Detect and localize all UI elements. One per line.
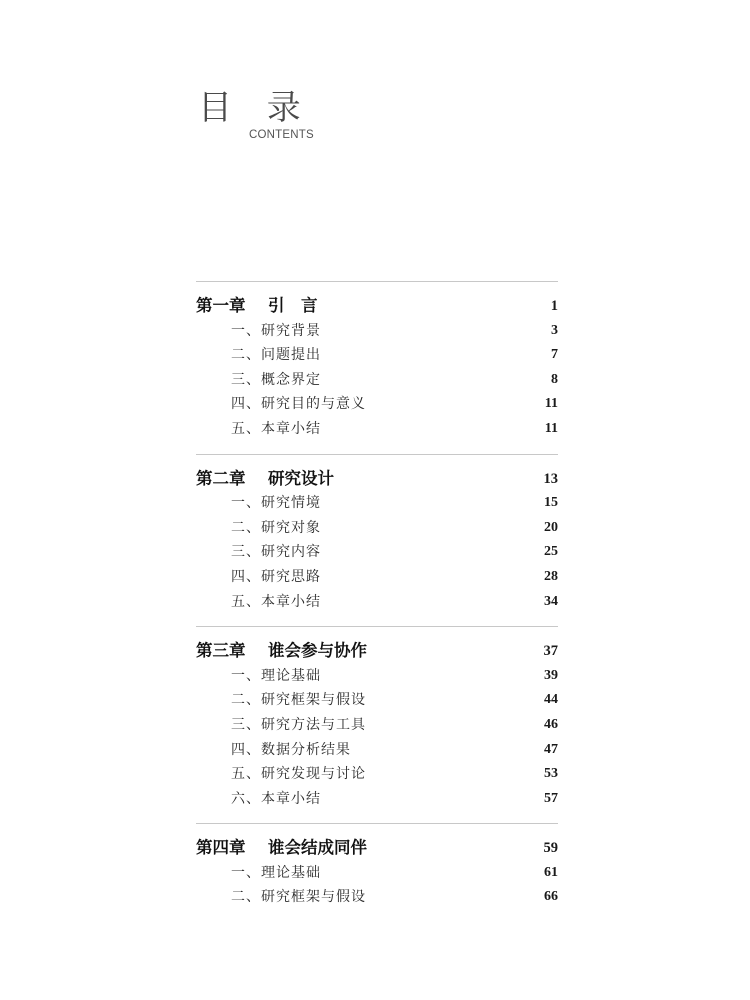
section-page-number: 7 bbox=[551, 347, 558, 363]
chapter-title: 谁会参与协作 bbox=[268, 641, 367, 661]
section-page-number: 28 bbox=[544, 568, 558, 584]
section-title: 五、研究发现与讨论 bbox=[231, 766, 366, 783]
contents-header bbox=[198, 86, 314, 141]
section-page-number: 39 bbox=[544, 667, 558, 683]
chapter-entry[interactable] bbox=[196, 639, 558, 664]
section-title: 二、研究框架与假设 bbox=[231, 889, 366, 906]
section-entry[interactable] bbox=[196, 787, 558, 812]
section-title: 四、研究目的与意义 bbox=[231, 396, 366, 413]
chapter-heading bbox=[196, 836, 367, 861]
section-page-number: 47 bbox=[544, 741, 558, 757]
chapter-page-number: 37 bbox=[543, 643, 558, 660]
section-entry[interactable] bbox=[196, 368, 558, 393]
section-title: 一、理论基础 bbox=[231, 864, 321, 881]
chapter-heading bbox=[196, 294, 318, 319]
section-entry[interactable] bbox=[196, 762, 558, 787]
section-page-number: 11 bbox=[544, 396, 558, 412]
chapter-title: 谁会结成同伴 bbox=[268, 838, 367, 858]
section-title: 三、研究内容 bbox=[231, 544, 321, 561]
section-page-number: 53 bbox=[544, 766, 558, 782]
section-entry[interactable] bbox=[196, 713, 558, 738]
section-page-number: 57 bbox=[544, 790, 558, 806]
section-title: 二、研究对象 bbox=[231, 519, 321, 536]
section-title: 一、研究背景 bbox=[231, 322, 321, 339]
section-title: 四、数据分析结果 bbox=[231, 741, 351, 758]
section-page-number: 61 bbox=[544, 864, 558, 880]
section-entry[interactable] bbox=[196, 491, 558, 516]
section-title: 三、概念界定 bbox=[231, 371, 321, 388]
section-title: 四、研究思路 bbox=[231, 568, 321, 585]
chapter-page-number: 59 bbox=[543, 840, 558, 857]
section-title: 二、问题提出 bbox=[231, 347, 321, 364]
chapter-number: 第一章 bbox=[196, 296, 246, 315]
section-entry[interactable] bbox=[196, 417, 558, 442]
section-page-number: 66 bbox=[544, 889, 558, 905]
section-entry[interactable] bbox=[196, 885, 558, 910]
section-page-number: 15 bbox=[544, 495, 558, 511]
page-subtitle: CONTENTS bbox=[249, 129, 314, 141]
section-entry[interactable] bbox=[196, 590, 558, 615]
section-page-number: 46 bbox=[544, 716, 558, 732]
table-of-contents bbox=[196, 281, 558, 922]
section-entry[interactable] bbox=[196, 516, 558, 541]
chapter-number: 第四章 bbox=[196, 838, 246, 858]
section-page-number: 25 bbox=[544, 544, 558, 560]
section-title: 五、本章小结 bbox=[231, 420, 321, 437]
section-entry[interactable] bbox=[196, 688, 558, 713]
section-entry[interactable] bbox=[196, 319, 558, 344]
section-title: 一、研究情境 bbox=[231, 495, 321, 512]
chapter-page-number: 13 bbox=[543, 470, 558, 487]
chapter-block bbox=[196, 281, 558, 454]
section-title: 二、研究框架与假设 bbox=[231, 692, 366, 709]
section-entry[interactable] bbox=[196, 738, 558, 763]
section-page-number: 44 bbox=[544, 692, 558, 708]
chapter-page-number: 1 bbox=[550, 298, 558, 314]
section-entry[interactable] bbox=[196, 565, 558, 590]
section-page-number: 8 bbox=[551, 371, 558, 387]
chapter-number: 第二章 bbox=[196, 468, 246, 488]
section-page-number: 11 bbox=[544, 420, 558, 436]
section-page-number: 3 bbox=[551, 322, 558, 338]
section-entry[interactable] bbox=[196, 343, 558, 368]
section-entry[interactable] bbox=[196, 861, 558, 886]
section-title: 五、本章小结 bbox=[231, 593, 321, 610]
section-page-number: 20 bbox=[544, 519, 558, 535]
page-title: 目 录 bbox=[198, 88, 313, 128]
section-title: 六、本章小结 bbox=[231, 790, 321, 807]
chapter-block bbox=[196, 626, 558, 823]
chapter-heading bbox=[196, 639, 367, 664]
section-entry[interactable] bbox=[196, 392, 558, 417]
section-entry[interactable] bbox=[196, 540, 558, 565]
chapter-title: 引 言 bbox=[268, 296, 318, 315]
chapter-block bbox=[196, 823, 558, 922]
section-title: 三、研究方法与工具 bbox=[231, 716, 366, 733]
chapter-entry[interactable] bbox=[196, 294, 558, 319]
section-title: 一、理论基础 bbox=[231, 667, 321, 684]
chapter-number: 第三章 bbox=[196, 641, 246, 661]
chapter-entry[interactable] bbox=[196, 467, 558, 492]
chapter-heading bbox=[196, 467, 334, 492]
chapter-block bbox=[196, 454, 558, 627]
chapter-title: 研究设计 bbox=[268, 468, 334, 488]
section-page-number: 34 bbox=[544, 593, 558, 609]
chapter-entry[interactable] bbox=[196, 836, 558, 861]
section-entry[interactable] bbox=[196, 664, 558, 689]
